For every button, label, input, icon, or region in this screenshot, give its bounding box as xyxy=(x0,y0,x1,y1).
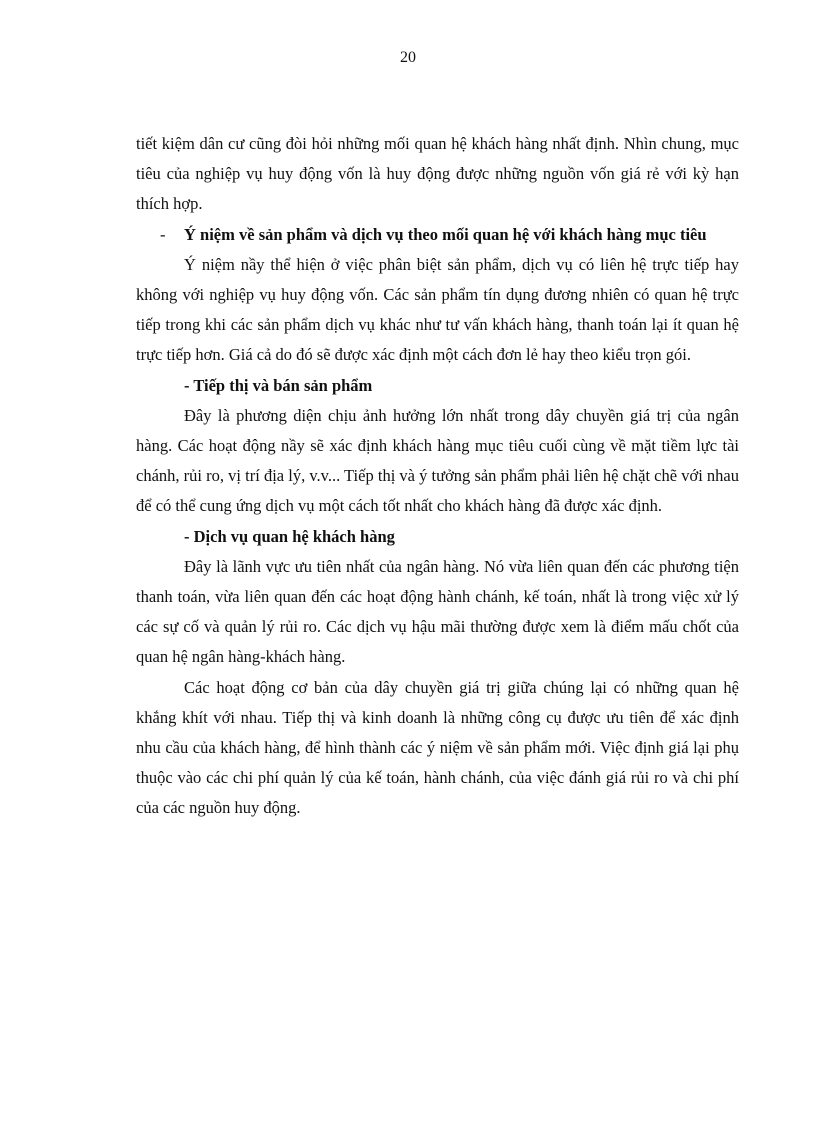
heading-product-service-concept-text: Ý niệm về sản phẩm và dịch vụ theo mối quan hệ với khách hàng mục tiêu xyxy=(184,224,707,244)
heading-dash-marker: - xyxy=(160,224,166,244)
paragraph-customer-relations: Đây là lãnh vực ưu tiên nhất của ngân hàng. Nó vừa liên quan đến các phương tiện thanh toán, vừa liên quan đến các hoạt động hành chánh, kế toán, nhất là trong việc xử lý các sự cố và quản lý rủi ro. Các dịch vụ hậu mãi thường được xem là điểm mấu chốt của quan hệ ngân hàng-khách hàng. xyxy=(136,556,739,667)
heading-customer-relations: - Dịch vụ quan hệ khách hàng xyxy=(184,526,395,546)
heading-marketing-sales: - Tiếp thị và bán sản phẩm xyxy=(184,375,373,395)
page-body xyxy=(136,129,739,824)
paragraph-marketing-sales: Đây là phương diện chịu ảnh hưởng lớn nhất trong dây chuyền giá trị của ngân hàng. Các hoạt động nầy sẽ xác định khách hàng mục tiêu cuối cùng về mặt tiềm lực tài chánh, rủi ro, vị trí địa lý, v.v... Tiếp thị và ý tưởng sản phẩm phải liên hệ chặt chẽ với nhau để có thể cung ứng dịch vụ một cách tốt nhất cho khách hàng đã được xác định. xyxy=(136,405,739,516)
paragraph-savings-continuation: tiết kiệm dân cư cũng đòi hỏi những mối quan hệ khách hàng nhất định. Nhìn chung, mục tiêu của nghiệp vụ huy động vốn là huy động được những nguồn vốn giá rẻ với kỳ hạn thích hợp. xyxy=(136,134,739,214)
paragraph-product-concept: Ý niệm nầy thể hiện ở việc phân biệt sản phẩm, dịch vụ có liên hệ trực tiếp hay không với nghiệp vụ huy động vốn. Các sản phẩm tín dụng đương nhiên có quan hệ trực tiếp trong khi các sản phẩm dịch vụ khác như tư vấn khách hàng, thanh toán lại ít quan hệ trực tiếp hơn. Giá cả do đó sẽ được xác định một cách đơn lẻ hay theo kiểu trọn gói. xyxy=(136,254,739,365)
heading-product-service-concept xyxy=(136,220,739,250)
paragraph-value-chain: Các hoạt động cơ bản của dây chuyền giá trị giữa chúng lại có những quan hệ khắng khít với nhau. Tiếp thị và kinh doanh là những công cụ được ưu tiên để xác định nhu cầu của khách hàng, để hình thành các ý niệm về sản phẩm mới. Việc định giá lại phụ thuộc vào các chi phí quản lý của kế toán, hành chánh, của việc đánh giá rủi ro và chi phí của các nguồn huy động. xyxy=(136,677,739,818)
page-number: 20 xyxy=(400,49,416,66)
